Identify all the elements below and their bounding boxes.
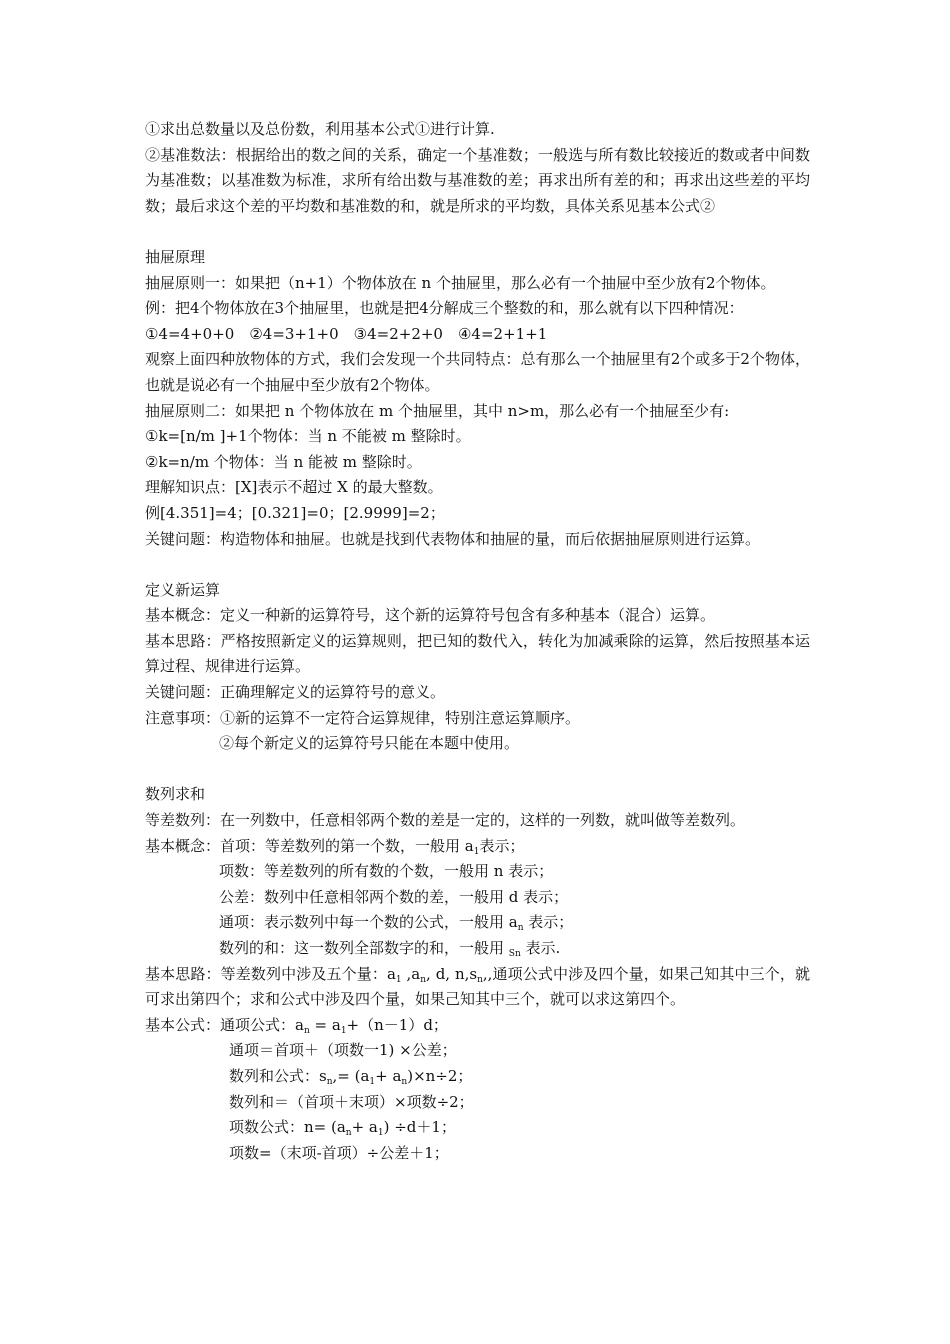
drawer-key-problem: 关键问题：构造物体和抽屉。也就是找到代表物体和抽屉的量，而后依据抽屉原则进行运算。 <box>145 529 761 548</box>
drawer-floor-example: 例[4.351]=4；[0.321]=0；[2.9999]=2； <box>145 503 445 522</box>
seq-approach: 基本思路：等差数列中涉及五个量：$a_1$ $,a_n$, d, $n,s_n$,,通项公式中涉及四个量，如果己知其中三个，就可求出第四个；求和公式中涉及四个量，如果己知其中三个，就可以求这第四个。 <box>145 964 810 1009</box>
spacer <box>145 219 810 245</box>
drawer-rule-2-case-2: ②k=n/m 个物体：当 n 能被 m 整除时。 <box>145 452 422 471</box>
spacer <box>145 757 810 783</box>
seq-formula-count-words: 项数=（末项-首项）÷公差＋1； <box>229 1143 449 1162</box>
section-title-new-operation: 定义新运算 <box>145 580 221 599</box>
average-method-2: ②基准数法：根据给出的数之间的关系，确定一个基准数；一般选与所有数比较接近的数或者中间数为基准数；以基准数为标准，求所有给出数与基准数的差；再求出所有差的和；再求出这些差的平均数；最后求这个差的平均数和基准数的和，就是所求的平均数，具体关系见基本公式② <box>145 145 810 215</box>
drawer-cases: ①4=4+0+0 ②4=3+1+0 ③4=2+2+0 ④4=2+1+1 <box>145 324 548 343</box>
newop-approach: 基本思路：严格按照新定义的运算规则，把已知的数代入，转化为加减乘除的运算，然后按照基本运算过程、规律进行运算。 <box>145 631 810 676</box>
drawer-rule-1: 抽屉原则一：如果把（n+1）个物体放在 n 个抽屉里，那么必有一个抽屉中至少放有2个物体。 <box>145 273 776 292</box>
seq-formula-count: 项数公式：$n= (a_n+ a_1) \div d+1$； <box>229 1118 456 1139</box>
newop-notes-2: ②每个新定义的运算符号只能在本题中使用。 <box>219 734 520 753</box>
newop-key-problem: 关键问题：正确理解定义的运算符号的意义。 <box>145 683 446 702</box>
newop-concept: 基本概念：定义一种新的运算符号，这个新的运算符号包含有多种基本（混合）运算。 <box>145 606 716 625</box>
seq-formula-general-term: 基本公式：通项公式：$a_n = a_1+(n-1)d$； <box>145 1015 448 1036</box>
average-method-1: ①求出总数量以及总份数，利用基本公式①进行计算. <box>145 120 495 138</box>
seq-concept-sum: 数列的和：这一数列全部数字的和，一般用 $_{Sn}$ 表示. <box>219 939 561 959</box>
seq-formula-general-term-words: 通项＝首项＋（项数一1) ×公差； <box>229 1041 457 1060</box>
section-title-sequence-sum: 数列求和 <box>145 785 206 804</box>
section-title-drawer: 抽屉原理 <box>145 247 206 266</box>
drawer-rule-2: 抽屉原则二：如果把 n 个物体放在 m 个抽屉里，其中 n>m，那么必有一个抽屉至少有: <box>145 401 730 420</box>
seq-definition: 等差数列：在一列数中，任意相邻两个数的差是一定的，这样的一列数，就叫做等差数列。 <box>145 811 746 830</box>
drawer-knowledge-point: 理解知识点：[X]表示不超过 X 的最大整数。 <box>145 478 443 497</box>
drawer-observation: 观察上面四种放物体的方式，我们会发现一个共同特点：总有那么一个抽屉里有2个或多于2个物体，也就是说必有一个抽屉中至少放有2个物体。 <box>145 350 810 394</box>
spacer <box>145 552 810 578</box>
seq-formula-sum: 数列和公式：$s_n,= (a_1+ a_n)\times n\div 2$； <box>229 1066 473 1087</box>
seq-concept-count: 项数：等差数列的所有数的个数，一般用 n 表示； <box>219 862 554 881</box>
seq-formula-sum-words: 数列和＝（首项＋末项）×项数÷2； <box>229 1092 474 1111</box>
seq-concept-first-term: 基本概念：首项：等差数列的第一个数，一般用 $a_1$表示； <box>145 836 525 857</box>
page-content <box>145 117 810 1166</box>
seq-concept-general-term: 通项：表示数列中每一个数的公式，一般用 $a_n$ 表示； <box>219 913 574 934</box>
seq-concept-difference: 公差：数列中任意相邻两个数的差，一般用 d 表示； <box>219 887 569 906</box>
drawer-example: 例：把4个物体放在3个抽屉里，也就是把4分解成三个整数的和，那么就有以下四种情况： <box>145 299 744 318</box>
drawer-rule-2-case-1: ①k=[n/m ]+1个物体：当 n 不能被 m 整除时。 <box>145 427 471 446</box>
newop-notes: 注意事项：①新的运算不一定符合运算规律，特别注意运算顺序。 <box>145 708 581 727</box>
